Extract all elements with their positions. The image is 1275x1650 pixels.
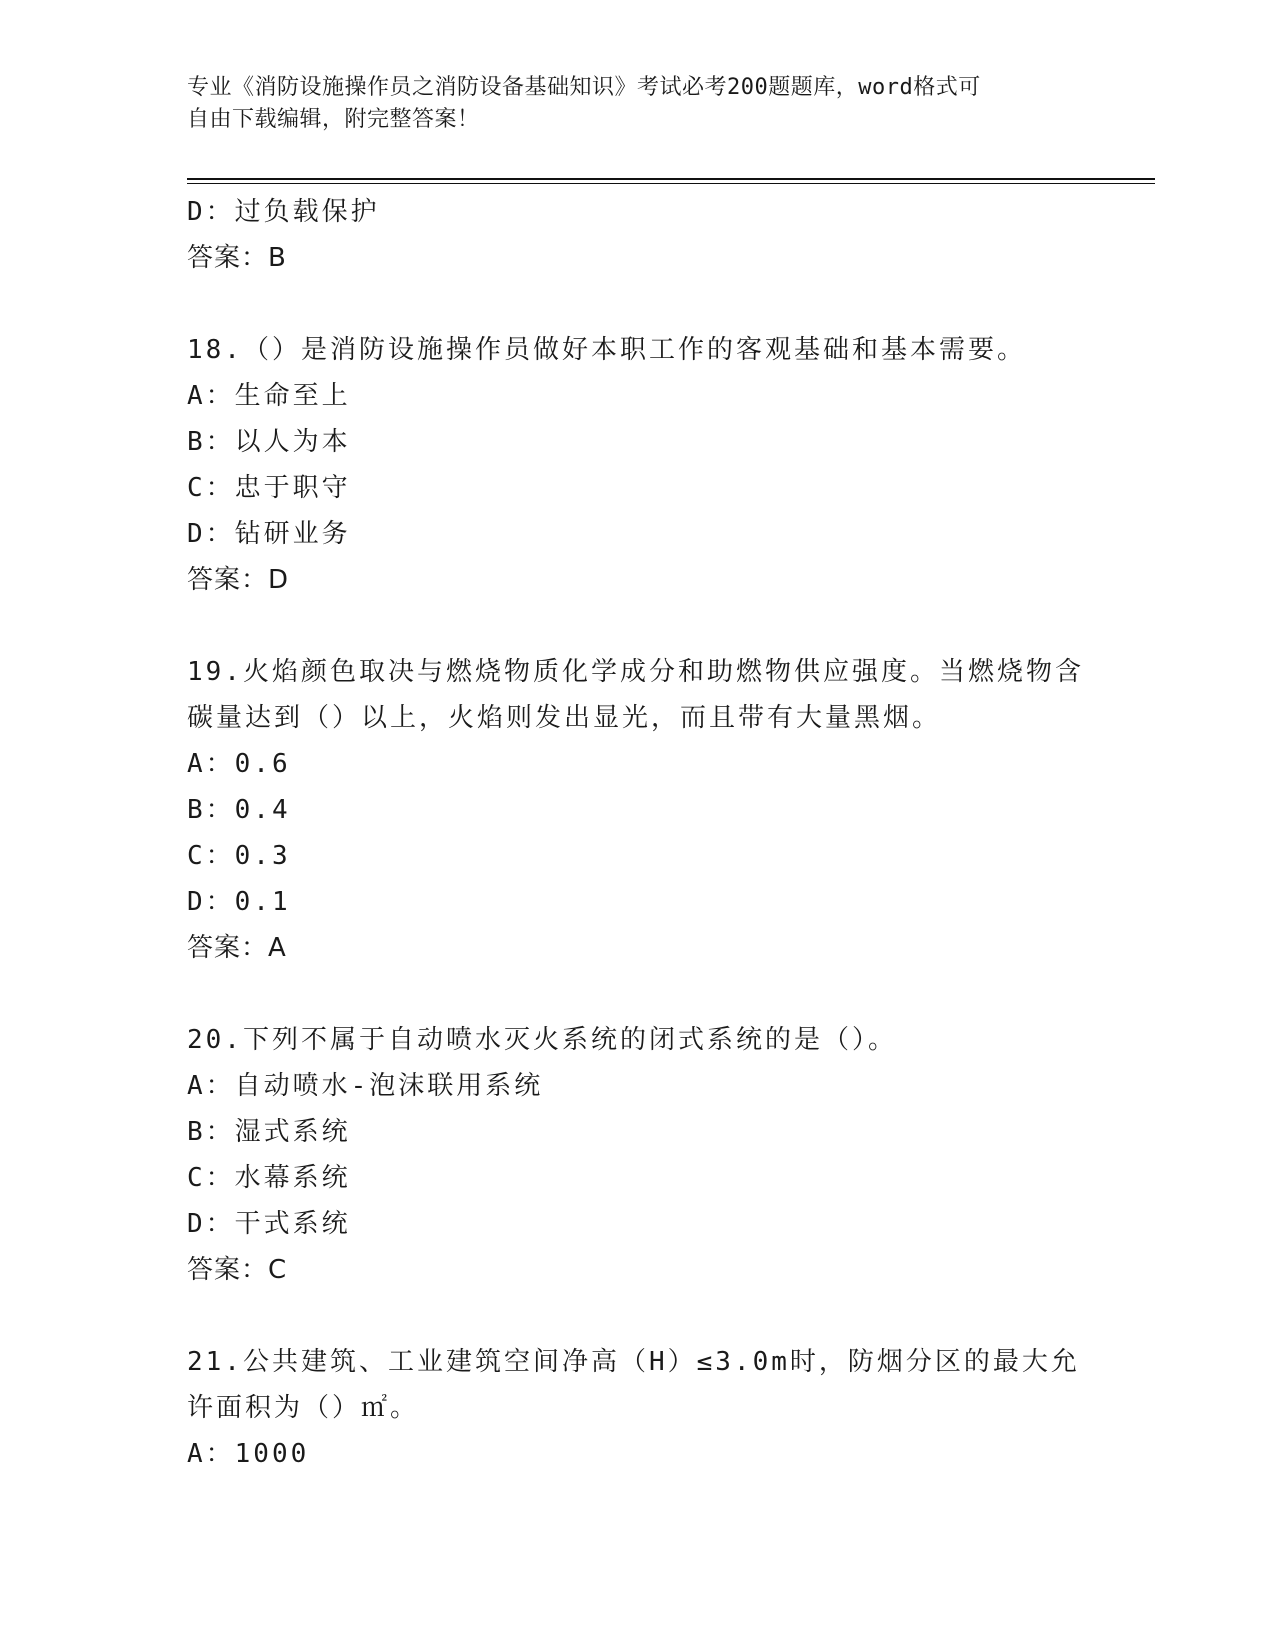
header-rule-thick xyxy=(187,178,1155,180)
question-text-line-1: 21.公共建筑、工业建筑空间净高（H）≤3.0m时，防烟分区的最大允 xyxy=(187,1347,1080,1377)
spacer xyxy=(187,281,1087,327)
header-line-2: 自由下载编辑，附完整答案！ xyxy=(187,107,480,132)
option-d: D：过负载保护 xyxy=(187,197,380,227)
option-c: C：0.3 xyxy=(187,841,291,871)
header-rule-thin xyxy=(187,183,1155,184)
question-text: 18.（）是消防设施操作员做好本职工作的客观基础和基本需要。 xyxy=(187,335,1026,365)
option-b: B：湿式系统 xyxy=(187,1117,351,1147)
question-20 xyxy=(187,1017,1087,1293)
option-c: C：水幕系统 xyxy=(187,1163,351,1193)
question-content xyxy=(187,189,1087,1477)
option-d: D：干式系统 xyxy=(187,1209,351,1239)
option-a: A：生命至上 xyxy=(187,381,351,411)
answer-line: 答案：A xyxy=(187,933,287,963)
question-text-line-2: 碳量达到（）以上，火焰则发出显光，而且带有大量黑烟。 xyxy=(187,703,942,733)
option-b: B：0.4 xyxy=(187,795,291,825)
option-d: D：钻研业务 xyxy=(187,519,351,549)
option-d: D：0.1 xyxy=(187,887,291,917)
question-18 xyxy=(187,327,1087,603)
spacer xyxy=(187,971,1087,1017)
answer-line: 答案：C xyxy=(187,1255,288,1285)
question-text: 20.下列不属于自动喷水灭火系统的闭式系统的是（）。 xyxy=(187,1025,897,1055)
spacer xyxy=(187,603,1087,649)
option-a: A：1000 xyxy=(187,1439,310,1469)
question-text-line-2: 许面积为（）㎡。 xyxy=(187,1393,420,1423)
previous-question-tail xyxy=(187,189,1087,281)
answer-line: 答案：B xyxy=(187,243,287,273)
option-a: A：自动喷水-泡沫联用系统 xyxy=(187,1071,544,1101)
option-b: B：以人为本 xyxy=(187,427,351,457)
spacer xyxy=(187,1293,1087,1339)
question-text-line-1: 19.火焰颜色取决与燃烧物质化学成分和助燃物供应强度。当燃烧物含 xyxy=(187,657,1084,687)
header-line-1: 专业《消防设施操作员之消防设备基础知识》考试必考200题题库，word格式可 xyxy=(187,75,981,100)
question-19 xyxy=(187,649,1087,971)
option-a: A：0.6 xyxy=(187,749,291,779)
question-21 xyxy=(187,1339,1087,1477)
answer-line: 答案：D xyxy=(187,565,290,595)
option-c: C：忠于职守 xyxy=(187,473,351,503)
document-header xyxy=(187,72,1087,136)
